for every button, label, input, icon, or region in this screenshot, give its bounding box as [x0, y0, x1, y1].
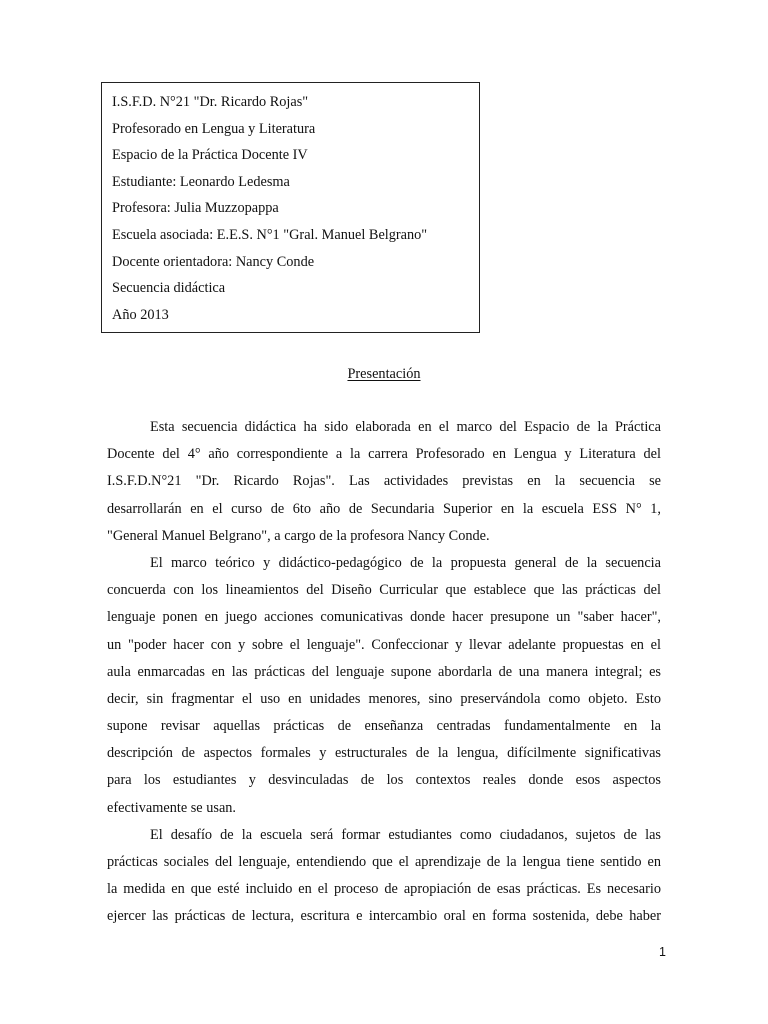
paragraph-2-line: descripción de aspectos formales y estructurales de la lengua, difícilmente significativas: [107, 745, 661, 762]
advisor-line: Docente orientadora: Nancy Conde: [112, 253, 315, 270]
paragraph-3-line: El desafío de la escuela será formar estudiantes como ciudadanos, sujetos de las: [150, 826, 661, 843]
page-number: 1: [659, 945, 666, 959]
section-title-text: Presentación: [347, 366, 421, 382]
course-line: Espacio de la Práctica Docente IV: [112, 147, 308, 164]
paragraph-3-line: prácticas sociales del lenguaje, entendiendo que el aprendizaje de la lengua tiene sentido en: [107, 854, 661, 870]
paragraph-2-line: decir, sin fragmentar el uso en unidades menores, sino preservándola como objeto. Esto: [107, 690, 661, 707]
paragraph-1-line: "General Manuel Belgrano", a cargo de la profesora Nancy Conde.: [107, 527, 490, 544]
professor-line: Profesora: Julia Muzzopappa: [112, 200, 279, 217]
paragraph-3-line: ejercer las prácticas de lectura, escritura e intercambio oral en forma sostenida, debe haber: [107, 908, 661, 925]
document-body: [107, 414, 661, 931]
year-line: Año 2013: [112, 306, 169, 323]
paragraph-2-line: concuerda con los lineamientos del Diseño Curricular que establece que las prácticas del: [107, 582, 661, 599]
institution-line: I.S.F.D. N°21 "Dr. Ricardo Rojas": [112, 94, 309, 110]
paragraph-2-line: supone revisar aquellas prácticas de enseñanza centradas fundamentalmente en la: [107, 718, 661, 735]
section-title: [0, 364, 768, 384]
school-line: Escuela asociada: E.E.S. N°1 "Gral. Manuel Belgrano": [112, 226, 428, 243]
paragraph-2-line: un "poder hacer con y sobre el lenguaje". Confeccionar y llevar adelante propuestas en el: [107, 636, 661, 653]
header-info-box: [101, 82, 480, 333]
paragraph-2-line: lenguaje ponen en juego acciones comunicativas donde hacer presupone un "saber hacer",: [107, 609, 661, 626]
paragraph-2-line: aula enmarcadas en las prácticas del lenguaje supone abordarla de una manera integral; es: [107, 663, 661, 680]
program-line: Profesorado en Lengua y Literatura: [112, 120, 316, 137]
paragraph-2-line: efectivamente se usan.: [107, 799, 237, 816]
paragraph-2-line: para los estudiantes y desvinculadas de los contextos reales donde esos aspectos: [107, 772, 661, 789]
student-line: Estudiante: Leonardo Ledesma: [112, 173, 290, 190]
paragraph-1-line: I.S.F.D.N°21 "Dr. Ricardo Rojas". Las actividades previstas en la secuencia se: [107, 473, 661, 490]
paragraph-3-line: la medida en que esté incluido en el proceso de apropiación de esas prácticas. Es necesario: [107, 881, 661, 898]
paragraph-1-line: Esta secuencia didáctica ha sido elaborada en el marco del Espacio de la Práctica: [150, 419, 661, 435]
paragraph-1-line: Docente del 4° año correspondiente a la carrera Profesorado en Lengua y Literatura del: [107, 446, 661, 463]
paragraph-2-line: El marco teórico y didáctico-pedagógico de la propuesta general de la secuencia: [150, 554, 661, 571]
document-type-line: Secuencia didáctica: [112, 280, 226, 297]
paragraph-1-line: desarrollarán en el curso de 6to año de Secundaria Superior en la escuela ESS N° 1,: [107, 500, 661, 517]
